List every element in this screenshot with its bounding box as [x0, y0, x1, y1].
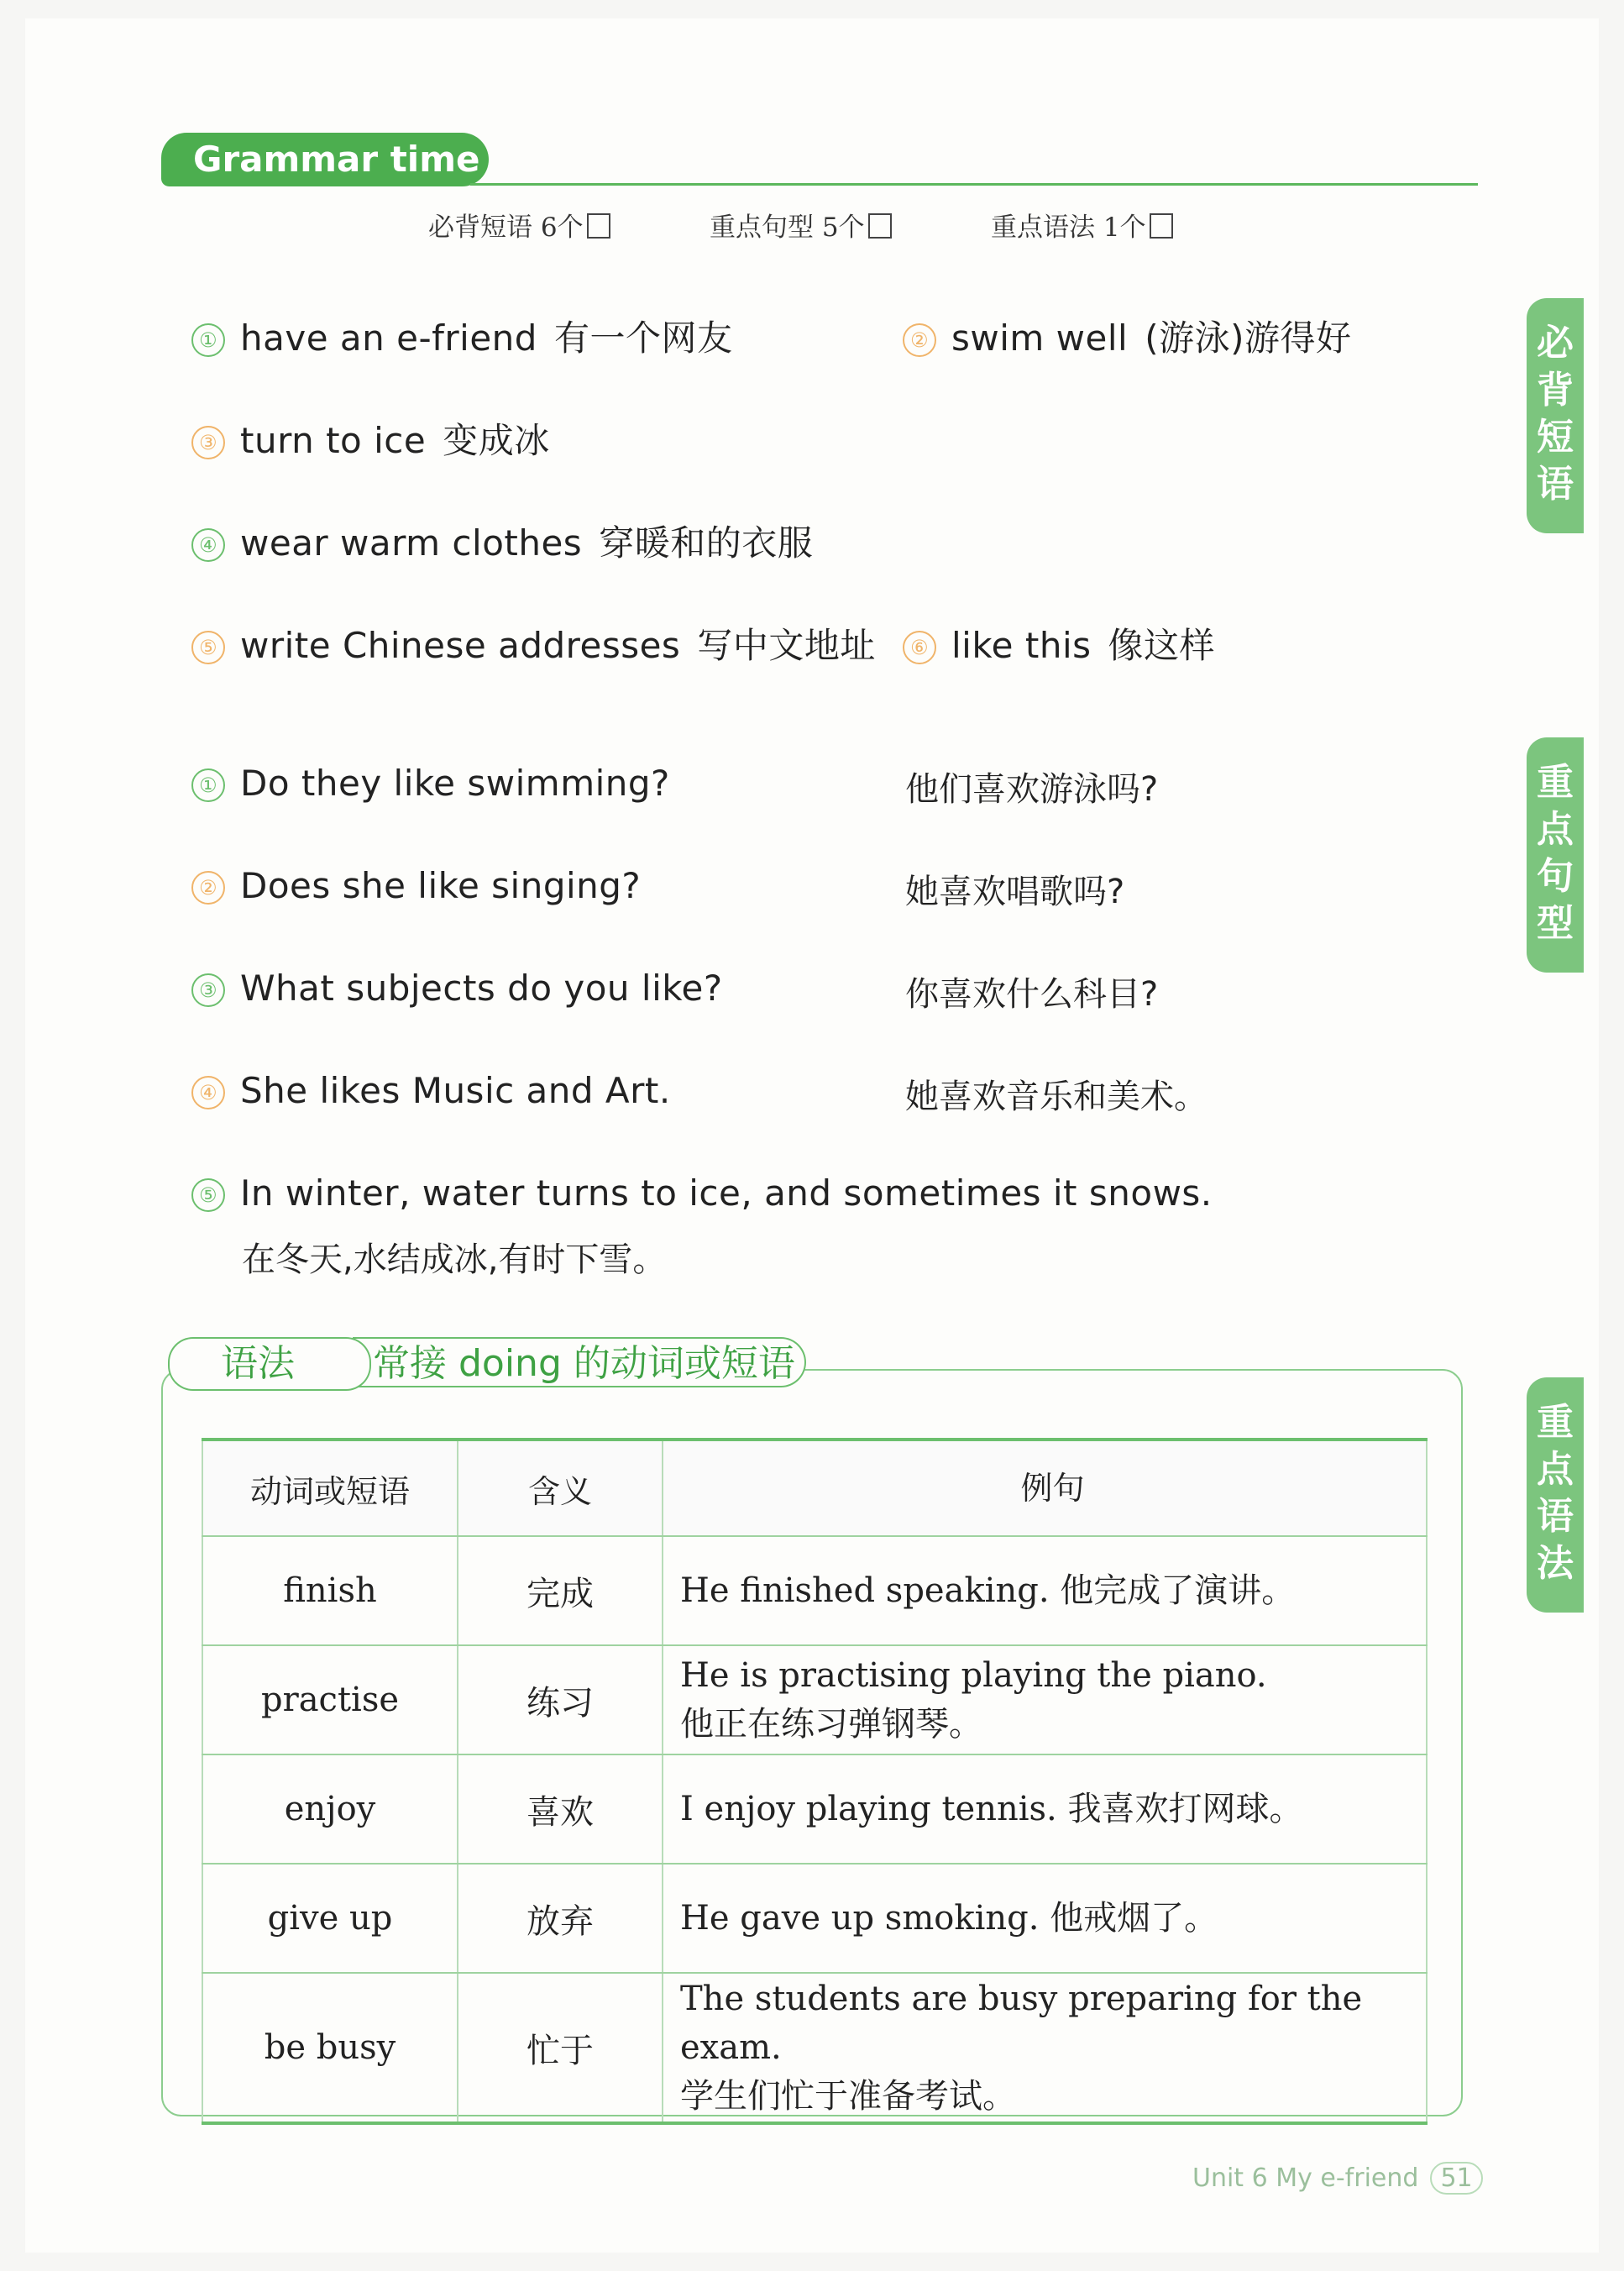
table-row — [202, 1645, 1427, 1754]
example-cell — [663, 1645, 1427, 1754]
side-tab-char: 法 — [1537, 1542, 1574, 1585]
section-title: Grammar time — [161, 133, 489, 186]
side-tab-char: 语 — [1537, 1495, 1574, 1538]
example-line: 学生们忙于准备考试。 — [680, 2077, 1016, 2116]
side-tab-char: 点 — [1537, 808, 1574, 851]
stat-count: 6个 — [540, 212, 584, 243]
example-cell — [663, 1973, 1427, 2123]
number-badge: ① — [191, 768, 225, 802]
table-header-row — [202, 1440, 1427, 1536]
sentence-en: What subjects do you like? — [240, 968, 723, 1009]
phrase-zh: (游泳)游得好 — [1145, 317, 1352, 359]
page-number: 51 — [1430, 2162, 1482, 2195]
sentence-en: She likes Music and Art. — [240, 1070, 671, 1111]
sentence-en: Does she like singing? — [240, 865, 642, 906]
phrase-item — [903, 618, 1215, 669]
verb-cell: be busy — [202, 1973, 458, 2123]
unit-label: Unit 6 My e-friend — [1192, 2163, 1419, 2193]
example-line: He finished speaking. 他完成了演讲。 — [680, 1571, 1296, 1610]
example-cell — [663, 1536, 1427, 1645]
number-badge: ⑥ — [903, 631, 936, 664]
sentence-item — [191, 763, 670, 804]
side-tab-phrases[interactable] — [1527, 298, 1584, 533]
meaning-cell: 忙于 — [458, 1973, 663, 2123]
stat-label: 重点句型 — [710, 212, 814, 243]
side-tab-char: 型 — [1537, 902, 1574, 945]
column-header: 动词或短语 — [202, 1440, 458, 1536]
column-header: 例句 — [663, 1440, 1427, 1536]
sentence-item — [191, 968, 723, 1009]
stat-label: 重点语法 — [991, 212, 1095, 243]
number-badge: ② — [903, 323, 936, 357]
sentence-item — [191, 865, 641, 906]
sentence-zh: 在冬天,水结成冰,有时下雪。 — [242, 1240, 667, 1279]
phrase-item — [191, 413, 550, 464]
sentence-item — [191, 1172, 1213, 1214]
phrase-en: wear warm clothes — [240, 522, 583, 564]
example-line: The students are busy preparing for the exam. — [680, 1980, 1363, 2067]
meaning-cell: 练习 — [458, 1645, 663, 1754]
number-badge: ③ — [191, 426, 225, 459]
sentence-en: In winter, water turns to ice, and sometimes it snows. — [240, 1172, 1213, 1214]
side-tab-sentences[interactable] — [1527, 737, 1584, 973]
table-row — [202, 1536, 1427, 1645]
grammar-title — [168, 1337, 806, 1389]
verb-cell: practise — [202, 1645, 458, 1754]
phrase-item — [903, 311, 1351, 361]
header-divider — [470, 183, 1478, 186]
phrase-en: have an e-friend — [240, 317, 537, 359]
sentence-en: Do they like swimming? — [240, 763, 670, 804]
phrase-en: like this — [951, 625, 1092, 666]
grammar-tag: 语法 — [168, 1337, 346, 1391]
checkbox-icon[interactable] — [1150, 213, 1173, 239]
table-row — [202, 1754, 1427, 1864]
meaning-cell: 放弃 — [458, 1864, 663, 1973]
side-tab-label — [1527, 759, 1584, 947]
table-row — [202, 1864, 1427, 1973]
phrase-item — [191, 618, 876, 669]
checkbox-icon[interactable] — [868, 213, 892, 239]
side-tab-label — [1527, 320, 1584, 508]
phrase-item — [191, 311, 732, 361]
stat-sentences — [710, 206, 892, 244]
stat-grammar — [991, 206, 1173, 244]
example-line: He gave up smoking. 他戒烟了。 — [680, 1899, 1218, 1938]
example-cell — [663, 1754, 1427, 1864]
checkbox-icon[interactable] — [587, 213, 610, 239]
sentence-zh: 他们喜欢游泳吗? — [905, 770, 1159, 809]
example-cell — [663, 1864, 1427, 1973]
number-badge: ② — [191, 871, 225, 905]
side-tab-char: 短 — [1537, 416, 1574, 459]
grammar-heading: 常接 doing 的动词或短语 — [353, 1337, 806, 1387]
table-row — [202, 1973, 1427, 2123]
verb-cell: finish — [202, 1536, 458, 1645]
example-line: He is practising playing the piano. — [680, 1656, 1267, 1695]
phrase-en: swim well — [951, 317, 1129, 359]
stat-phrases — [428, 206, 610, 244]
number-badge: ④ — [191, 1076, 225, 1109]
page-footer — [1192, 2162, 1483, 2195]
phrase-zh: 有一个网友 — [553, 317, 733, 359]
phrase-zh: 穿暖和的衣服 — [599, 522, 814, 564]
phrase-item — [191, 516, 813, 566]
side-tab-char: 语 — [1537, 463, 1574, 506]
number-badge: ③ — [191, 973, 225, 1007]
sentence-item — [191, 1070, 671, 1111]
sentence-zh: 她喜欢唱歌吗? — [905, 873, 1125, 911]
phrase-zh: 像这样 — [1108, 625, 1216, 666]
stat-count: 1个 — [1103, 212, 1146, 243]
phrase-en: write Chinese addresses — [240, 625, 681, 666]
example-line: I enjoy playing tennis. 我喜欢打网球。 — [680, 1790, 1303, 1828]
number-badge: ⑤ — [191, 1178, 225, 1212]
phrase-zh: 写中文地址 — [697, 625, 876, 666]
number-badge: ④ — [191, 528, 225, 562]
meaning-cell: 喜欢 — [458, 1754, 663, 1864]
grammar-table — [202, 1438, 1428, 2125]
side-tab-char: 句 — [1537, 855, 1574, 898]
verb-cell: enjoy — [202, 1754, 458, 1864]
side-tab-char: 重 — [1537, 761, 1574, 804]
phrase-en: turn to ice — [240, 420, 427, 461]
example-line: 他正在练习弹钢琴。 — [680, 1705, 982, 1744]
phrase-zh: 变成冰 — [443, 420, 550, 461]
sentence-zh: 你喜欢什么科目? — [905, 975, 1159, 1014]
meaning-cell: 完成 — [458, 1536, 663, 1645]
verb-cell: give up — [202, 1864, 458, 1973]
sentence-zh: 她喜欢音乐和美术。 — [905, 1078, 1208, 1116]
stat-label: 必背短语 — [428, 212, 532, 243]
number-badge: ① — [191, 323, 225, 357]
side-tab-grammar[interactable] — [1527, 1377, 1584, 1613]
side-tab-char: 重 — [1537, 1401, 1574, 1444]
side-tab-char: 点 — [1537, 1448, 1574, 1491]
number-badge: ⑤ — [191, 631, 225, 664]
side-tab-char: 背 — [1537, 369, 1574, 412]
stats-bar — [420, 206, 1260, 248]
column-header: 含义 — [458, 1440, 663, 1536]
stat-count: 5个 — [821, 212, 865, 243]
side-tab-label — [1527, 1399, 1584, 1587]
side-tab-char: 必 — [1537, 322, 1574, 365]
